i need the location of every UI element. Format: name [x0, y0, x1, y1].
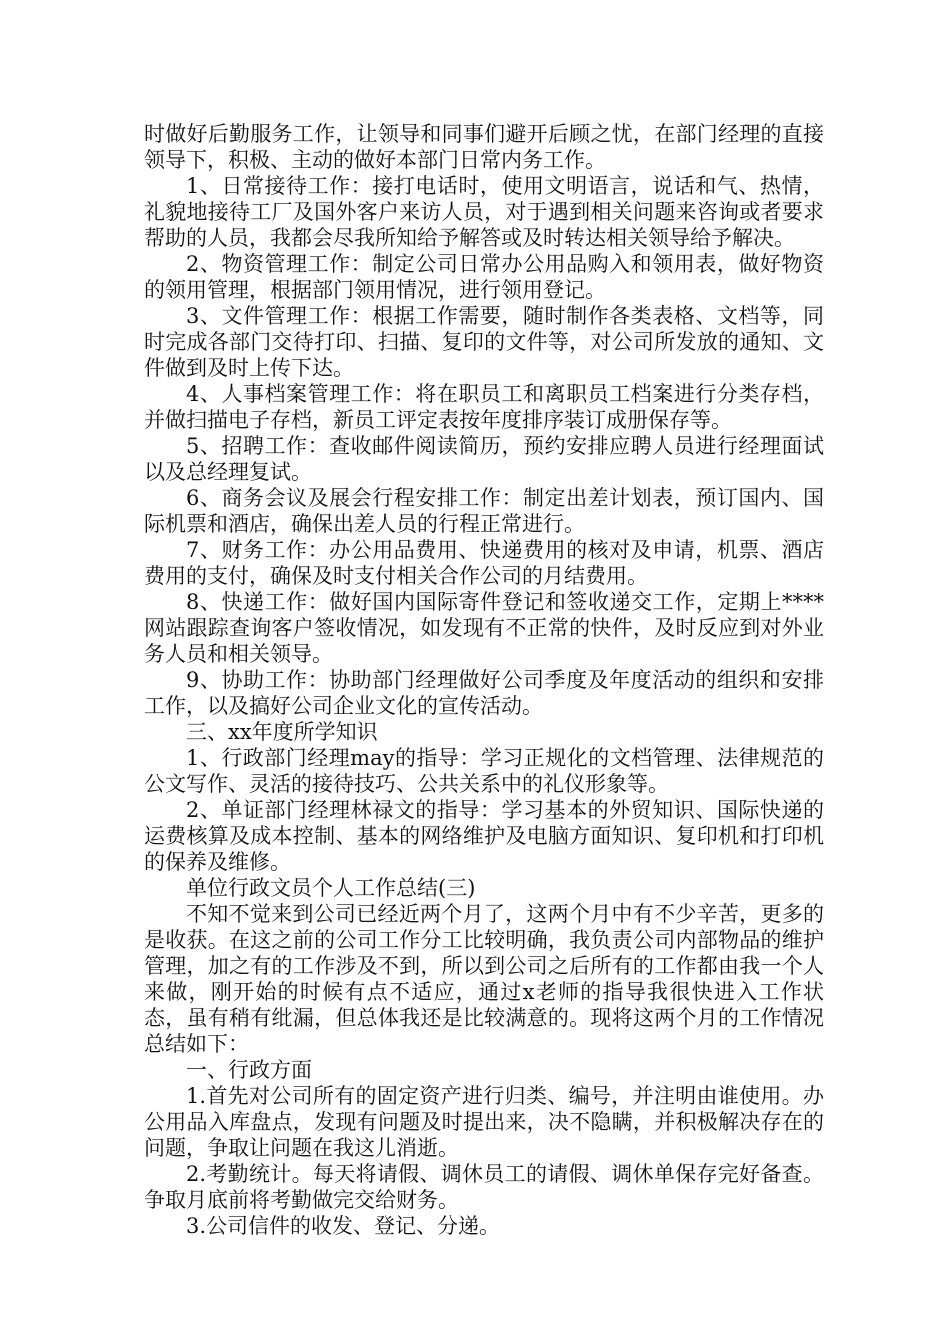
paragraph-document-management: 3、文件管理工作：根据工作需要，随时制作各类表格、文档等，同时完成各部门交待打印、扫描、复印的文件等，对公司所发放的通知、文件做到及时上传下达。 [144, 304, 824, 380]
document-body [144, 121, 824, 1239]
section-heading-administration: 一、行政方面 [186, 1058, 312, 1082]
paragraph-mail-handling: 3.公司信件的收发、登记、分递。 [186, 1214, 501, 1238]
paragraph-finance-work: 7、财务工作：办公用品费用、快递费用的核对及申请，机票、酒店费用的支付，确保及时支付相关合作公司的月结费用。 [144, 538, 824, 588]
paragraph-hr-archives: 4、人事档案管理工作：将在职员工和离职员工档案进行分类存档，并做扫描电子存档，新员工评定表按年度排序装订成册保存等。 [144, 382, 824, 432]
paragraph-supplies-management: 2、物资管理工作：制定公司日常办公用品购入和领用表，做好物资的领用管理，根据部门领用情况，进行领用登记。 [144, 252, 824, 302]
paragraph-attendance: 2.考勤统计。每天将请假、调休员工的请假、调休单保存完好备查。争取月底前将考勤做完交给财务。 [144, 1162, 824, 1212]
paragraph-assist-work: 9、协助工作：协助部门经理做好公司季度及年度活动的组织和安排工作，以及搞好公司企业文化的宣传活动。 [144, 668, 824, 718]
paragraph-recruitment: 5、招聘工作：查收邮件阅读简历，预约安排应聘人员进行经理面试以及总经理复试。 [144, 434, 824, 484]
paragraph-summary-intro: 不知不觉来到公司已经近两个月了，这两个月中有不少辛苦，更多的是收获。在这之前的公司工作分工比较明确，我负责公司内部物品的维护管理，加之有的工作涉及不到，所以到公司之后所有的工作都由我一个人来做，刚开始的时候有点不适应，通过x老师的指导我很快进入工作状态，虽有稍有纰漏，但总体我还是比较满意的。现将这两个月的工作情况总结如下： [144, 902, 824, 1056]
paragraph-business-travel: 6、商务会议及展会行程安排工作：制定出差计划表，预订国内、国际机票和酒店，确保出差人员的行程正常进行。 [144, 486, 824, 536]
section-heading-knowledge: 三、xx年度所学知识 [186, 720, 378, 744]
paragraph-documentary-guidance: 2、单证部门经理林禄文的指导：学习基本的外贸知识、国际快递的运费核算及成本控制、基本的网络维护及电脑方面知识、复印机和打印机的保养及维修。 [144, 798, 824, 874]
paragraph-fixed-assets: 1.首先对公司所有的固定资产进行归类、编号，并注明由谁使用。办公用品入库盘点，发现有问题及时提出来，决不隐瞒，并积极解决存在的问题，争取让问题在我这儿消逝。 [144, 1084, 824, 1160]
paragraph-admin-guidance: 1、行政部门经理may的指导：学习正规化的文档管理、法律规范的公文写作、灵活的接待技巧、公共关系中的礼仪形象等。 [144, 746, 824, 796]
paragraph-intro: 时做好后勤服务工作，让领导和同事们避开后顾之忧，在部门经理的直接领导下，积极、主动的做好本部门日常内务工作。 [144, 122, 824, 172]
section-title-summary-three: 单位行政文员个人工作总结(三) [186, 876, 476, 900]
paragraph-reception-work: 1、日常接待工作：接打电话时，使用文明语言，说话和气、热情，礼貌地接待工厂及国外客户来访人员，对于遇到相关问题来咨询或者要求帮助的人员，我都会尽我所知给予解答或及时转达相关领导给予解决。 [144, 174, 824, 250]
paragraph-courier-work: 8、快递工作：做好国内国际寄件登记和签收递交工作，定期上****网站跟踪查询客户签收情况，如发现有不正常的快件，及时反应到对外业务人员和相关领导。 [144, 590, 824, 666]
